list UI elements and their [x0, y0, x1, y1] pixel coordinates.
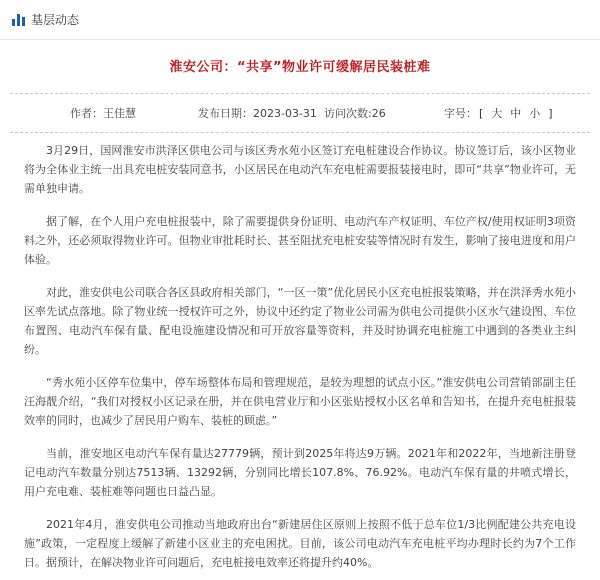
font-size-small-button[interactable]: 小: [529, 107, 541, 120]
font-size-large-button[interactable]: 大: [491, 107, 503, 120]
bar-chart-icon: [12, 14, 25, 26]
article-body: [0, 133, 600, 572]
paragraph: 2021年4月，淮安供电公司推动当地政府出台“新建居住区原则上按照不低于总车位1/3比例配建公共充电设施”政策，一定程度上缓解了新建小区业主的充电困扰。目前，该公司电动汽车充电桩平均办理时长约为7个工作日。据预计，在解决物业许可问题后，充电桩接电效率还将提升约40%。: [24, 518, 576, 569]
view-count: 访问次数:26: [324, 107, 386, 120]
paragraph: 据了解，在个人用户充电桩报装中，除了需要提供身份证明、电动汽车产权证明、车位产权/使用权证明3项资料之外，还必须取得物业许可。但物业审批耗时长、甚至阻扰充电桩安装等情况时有发生，影响了接电进度和用户体验。: [24, 215, 576, 266]
article-meta: [0, 94, 600, 132]
author: 作者：王佳慧: [70, 107, 136, 120]
font-size-bracket-close: ]: [548, 106, 553, 120]
font-size-medium-button[interactable]: 中: [510, 107, 522, 120]
section-title: 基层动态: [31, 13, 80, 27]
paragraph: “秀水苑小区停车位集中，停车场整体布局和管理规范，是较为理想的试点小区。”淮安供电公司营销部副主任汪海靓介绍，“我们对授权小区记录在册，并在供电营业厅和小区张贴授权小区名单和告知书，在提升充电桩报装效率的同时，也减少了居民用户购车、装桩的顾虑。”: [24, 376, 576, 427]
paragraph: 当前，淮安地区电动汽车保有量达27779辆，预计到2025年将达9万辆。2021年和2022年，当地新注册登记电动汽车数量分别达7513辆、13292辆，分别同比增长107.8%、76.92%。电动汽车保有量的井喷式增长，用户充电难、装桩难等问题也日益凸显。: [24, 447, 576, 498]
article-title: 淮安公司：“共享”物业许可缓解居民装桩难: [169, 60, 431, 75]
font-size-control: [444, 105, 557, 121]
paragraph: 对此，淮安供电公司联合各区县政府相关部门，“一区一策”优化居民小区充电桩报装策略，并在洪泽秀水苑小区率先试点落地。除了物业统一授权许可之外，协议中还约定了物业公司需为供电公司提供小区水气建设图、车位布置图、电动汽车保有量、配电设施建设情况和可开放容量等资料，并及时协调充电桩施工中遇到的各类业主纠纷。: [24, 286, 576, 356]
paragraph: 3月29日，国网淮安市洪泽区供电公司与该区秀水苑小区签订充电桩建设合作协议。协议签订后，该小区物业将为全体业主统一出具充电桩安装同意书，小区居民在电动汽车充电桩需要报装接电时，即可“共享”物业许可，无需单独申请。: [24, 144, 576, 195]
font-size-bracket-open: [: [479, 106, 484, 120]
article-header: [0, 40, 600, 94]
publish-date: 发布日期：2023-03-31: [198, 107, 317, 120]
section-header: [0, 0, 600, 40]
font-size-label: 字号：: [444, 107, 477, 120]
